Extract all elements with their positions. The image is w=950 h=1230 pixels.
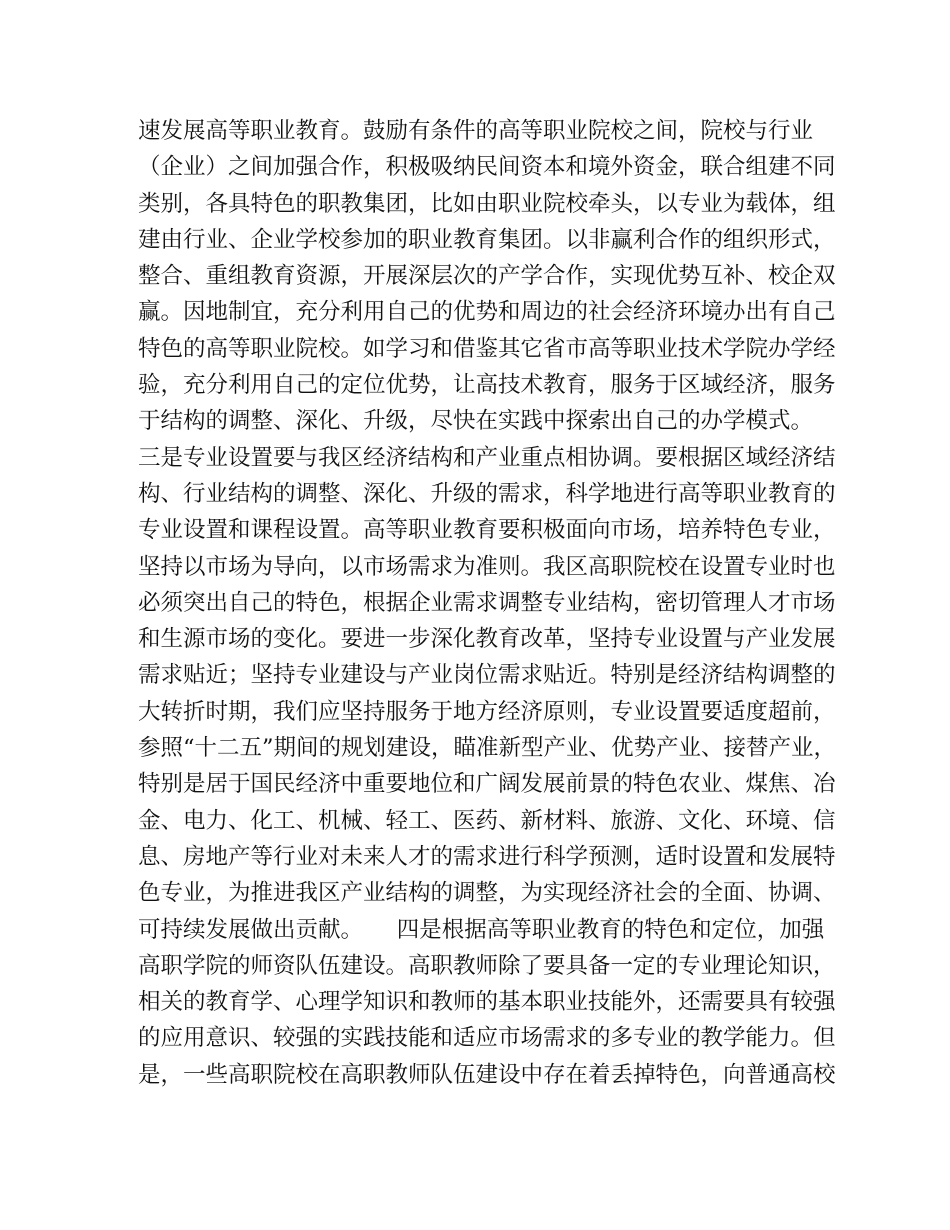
body-text <box>138 113 838 1093</box>
text-line: 高职学院的师资队伍建设。高职教师除了要具备一定的专业理论知识， <box>138 952 836 979</box>
text-line: 特别是居于国民经济中重要地位和广阔发展前景的特色农业、煤焦、冶 <box>138 771 836 798</box>
text-line: 需求贴近；坚持专业建设与产业岗位需求贴近。特别是经济结构调整的 <box>138 662 836 689</box>
text-line: 专业设置和课程设置。高等职业教育要积极面向市场，培养特色专业， <box>138 517 836 544</box>
text-line: 金、电力、化工、机械、轻工、医药、新材料、旅游、文化、环境、信 <box>138 807 836 834</box>
text-line: 于结构的调整、深化、升级，尽快在实践中探索出自己的办学模式。 <box>138 408 814 435</box>
text-line: 整合、重组教育资源，开展深层次的产学合作，实现优势互补、校企双 <box>138 263 836 290</box>
text-line: 建由行业、企业学校参加的职业教育集团。以非赢利合作的组织形式， <box>138 226 836 253</box>
text-line: 类别，各具特色的职教集团，比如由职业院校牵头，以专业为载体，组 <box>138 190 836 217</box>
text-line: 色专业，为推进我区产业结构的调整，为实现经济社会的全面、协调、 <box>138 880 836 907</box>
text-line: 参照“十二五”期间的规划建设，瞄准新型产业、优势产业、接替产业， <box>138 735 837 762</box>
text-line: 相关的教育学、心理学知识和教师的基本职业技能外，还需要具有较强 <box>138 989 836 1016</box>
text-line: 验，充分利用自己的定位优势，让高技术教育，服务于区域经济，服务 <box>138 372 836 399</box>
text-line: （企业）之间加强合作，积极吸纳民间资本和境外资金，联合组建不同 <box>138 154 836 181</box>
text-line: 三是专业设置要与我区经济结构和产业重点相协调。要根据区域经济结 <box>138 444 836 471</box>
text-line: 构、行业结构的调整、深化、升级的需求，科学地进行高等职业教育的 <box>138 480 836 507</box>
text-line: 是，一些高职院校在高职教师队伍建设中存在着丢掉特色，向普通高校 <box>138 1061 836 1088</box>
text-line: 坚持以市场为导向，以市场需求为准则。我区高职院校在设置专业时也 <box>138 553 836 580</box>
text-line: 息、房地产等行业对未来人才的需求进行科学预测，适时设置和发展特 <box>138 843 836 870</box>
text-line: 可持续发展做出贡献。 四是根据高等职业教育的特色和定位，加强 <box>138 916 825 943</box>
text-line: 大转折时期，我们应坚持服务于地方经济原则，专业设置要适度超前， <box>138 698 836 725</box>
text-line: 的应用意识、较强的实践技能和适应市场需求的多专业的教学能力。但 <box>138 1025 836 1052</box>
text-line: 赢。因地制宜，充分利用自己的优势和周边的社会经济环境办出有自己 <box>138 299 836 326</box>
text-line: 特色的高等职业院校。如学习和借鉴其它省市高等职业技术学院办学经 <box>138 335 836 362</box>
text-line: 速发展高等职业教育。鼓励有条件的高等职业院校之间，院校与行业 <box>138 118 814 144</box>
text-line: 必须突出自己的特色，根据企业需求调整专业结构，密切管理人才市场 <box>138 589 836 616</box>
text-line: 和生源市场的变化。要进一步深化教育改革，坚持专业设置与产业发展 <box>138 626 836 653</box>
